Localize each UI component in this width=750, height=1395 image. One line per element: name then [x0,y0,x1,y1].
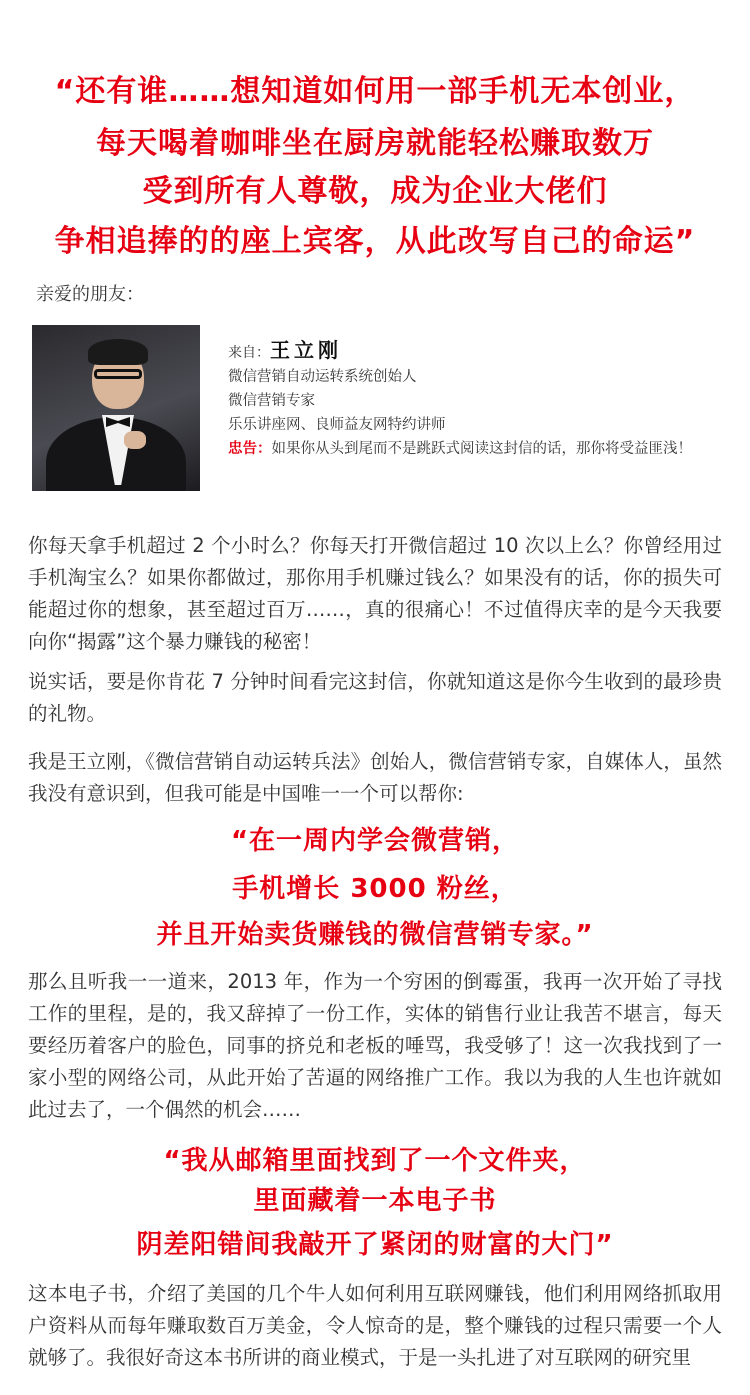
headline-line: 每天喝着咖啡坐在厨房就能轻松赚取数万 [96,126,654,161]
headline-line: “还有谁……想知道如何用一部手机无本创业， [54,74,696,109]
headline-line: 并且开始卖货赚钱的微信营销专家。” [156,920,594,950]
headline-line: “我从邮箱里面找到了一个文件夹， [163,1146,587,1176]
author-photo [32,325,200,491]
headline-line: 阴差阳错间我敲开了紧闭的财富的大门” [136,1230,614,1260]
headline-line: “在一周内学会微营销， [230,826,520,856]
author-title: 微信营销专家 [228,393,315,409]
author-name: 王立刚 [270,338,342,362]
headline-line: 争相追捧的的座上宾客，从此改写自己的命运” [54,224,696,259]
body-paragraph: 我是王立刚，《微信营销自动运转兵法》创始人，微信营销专家，自媒体人，虽然我没有意识到，但我可能是中国唯一一个可以帮你: [28,750,722,805]
from-label: 来自： [228,345,270,361]
author-card [228,338,723,461]
author-warning [228,437,723,461]
headline-line: 受到所有人尊敬，成为企业大佬们 [142,174,608,209]
headline-line: 手机增长 3000 粉丝， [232,874,518,904]
body-paragraph: 说实话，要是你肯花 7 分钟时间看完这封信，你就知道这是你今生收到的最珍贵的礼物。 [28,670,722,725]
warning-label: 忠告： [228,441,272,457]
warning-text: 如果你从头到尾而不是跳跃式阅读这封信的话，那你将受益匪浅！ [271,441,692,457]
body-paragraph: 那么且听我一一道来，2013 年，作为一个穷困的倒霉蛋，我再一次开始了寻找工作的里程，是的，我又辞掉了一份工作，实体的销售行业让我苦不堪言，每天要经历着客户的脸色，同事的挤兑和老板的唾骂，我受够了！这一次我找到了一家小型的网络公司，从此开始了苦逼的网络推广工作。我以为我的人生也许就如此过去了，一个偶然的机会…… [28,970,722,1121]
body-paragraph: 你每天拿手机超过 2 个小时么？你每天打开微信超过 10 次以上么？你曾经用过手机淘宝么？如果你都做过，那你用手机赚过钱么？如果没有的话，你的损失可能超过你的想象，甚至超过百万……，真的很痛心！不过值得庆幸的是今天我要向你“揭露”这个暴力赚钱的秘密！ [28,534,722,653]
body-paragraph: 这本电子书，介绍了美国的几个牛人如何利用互联网赚钱，他们利用网络抓取用户资料从而每年赚取数百万美金，令人惊奇的是，整个赚钱的过程只需要一个人就够了。我很好奇这本书所讲的商业模式，于是一头扎进了对互联网的研究里 [28,1282,722,1369]
author-from-row [228,338,723,365]
author-title: 乐乐讲座网、良师益友网特约讲师 [228,417,446,433]
headline-line: 里面藏着一本电子书 [253,1186,497,1216]
author-title: 微信营销自动运转系统创始人 [228,369,417,385]
greeting: 亲爱的朋友： [36,284,144,305]
